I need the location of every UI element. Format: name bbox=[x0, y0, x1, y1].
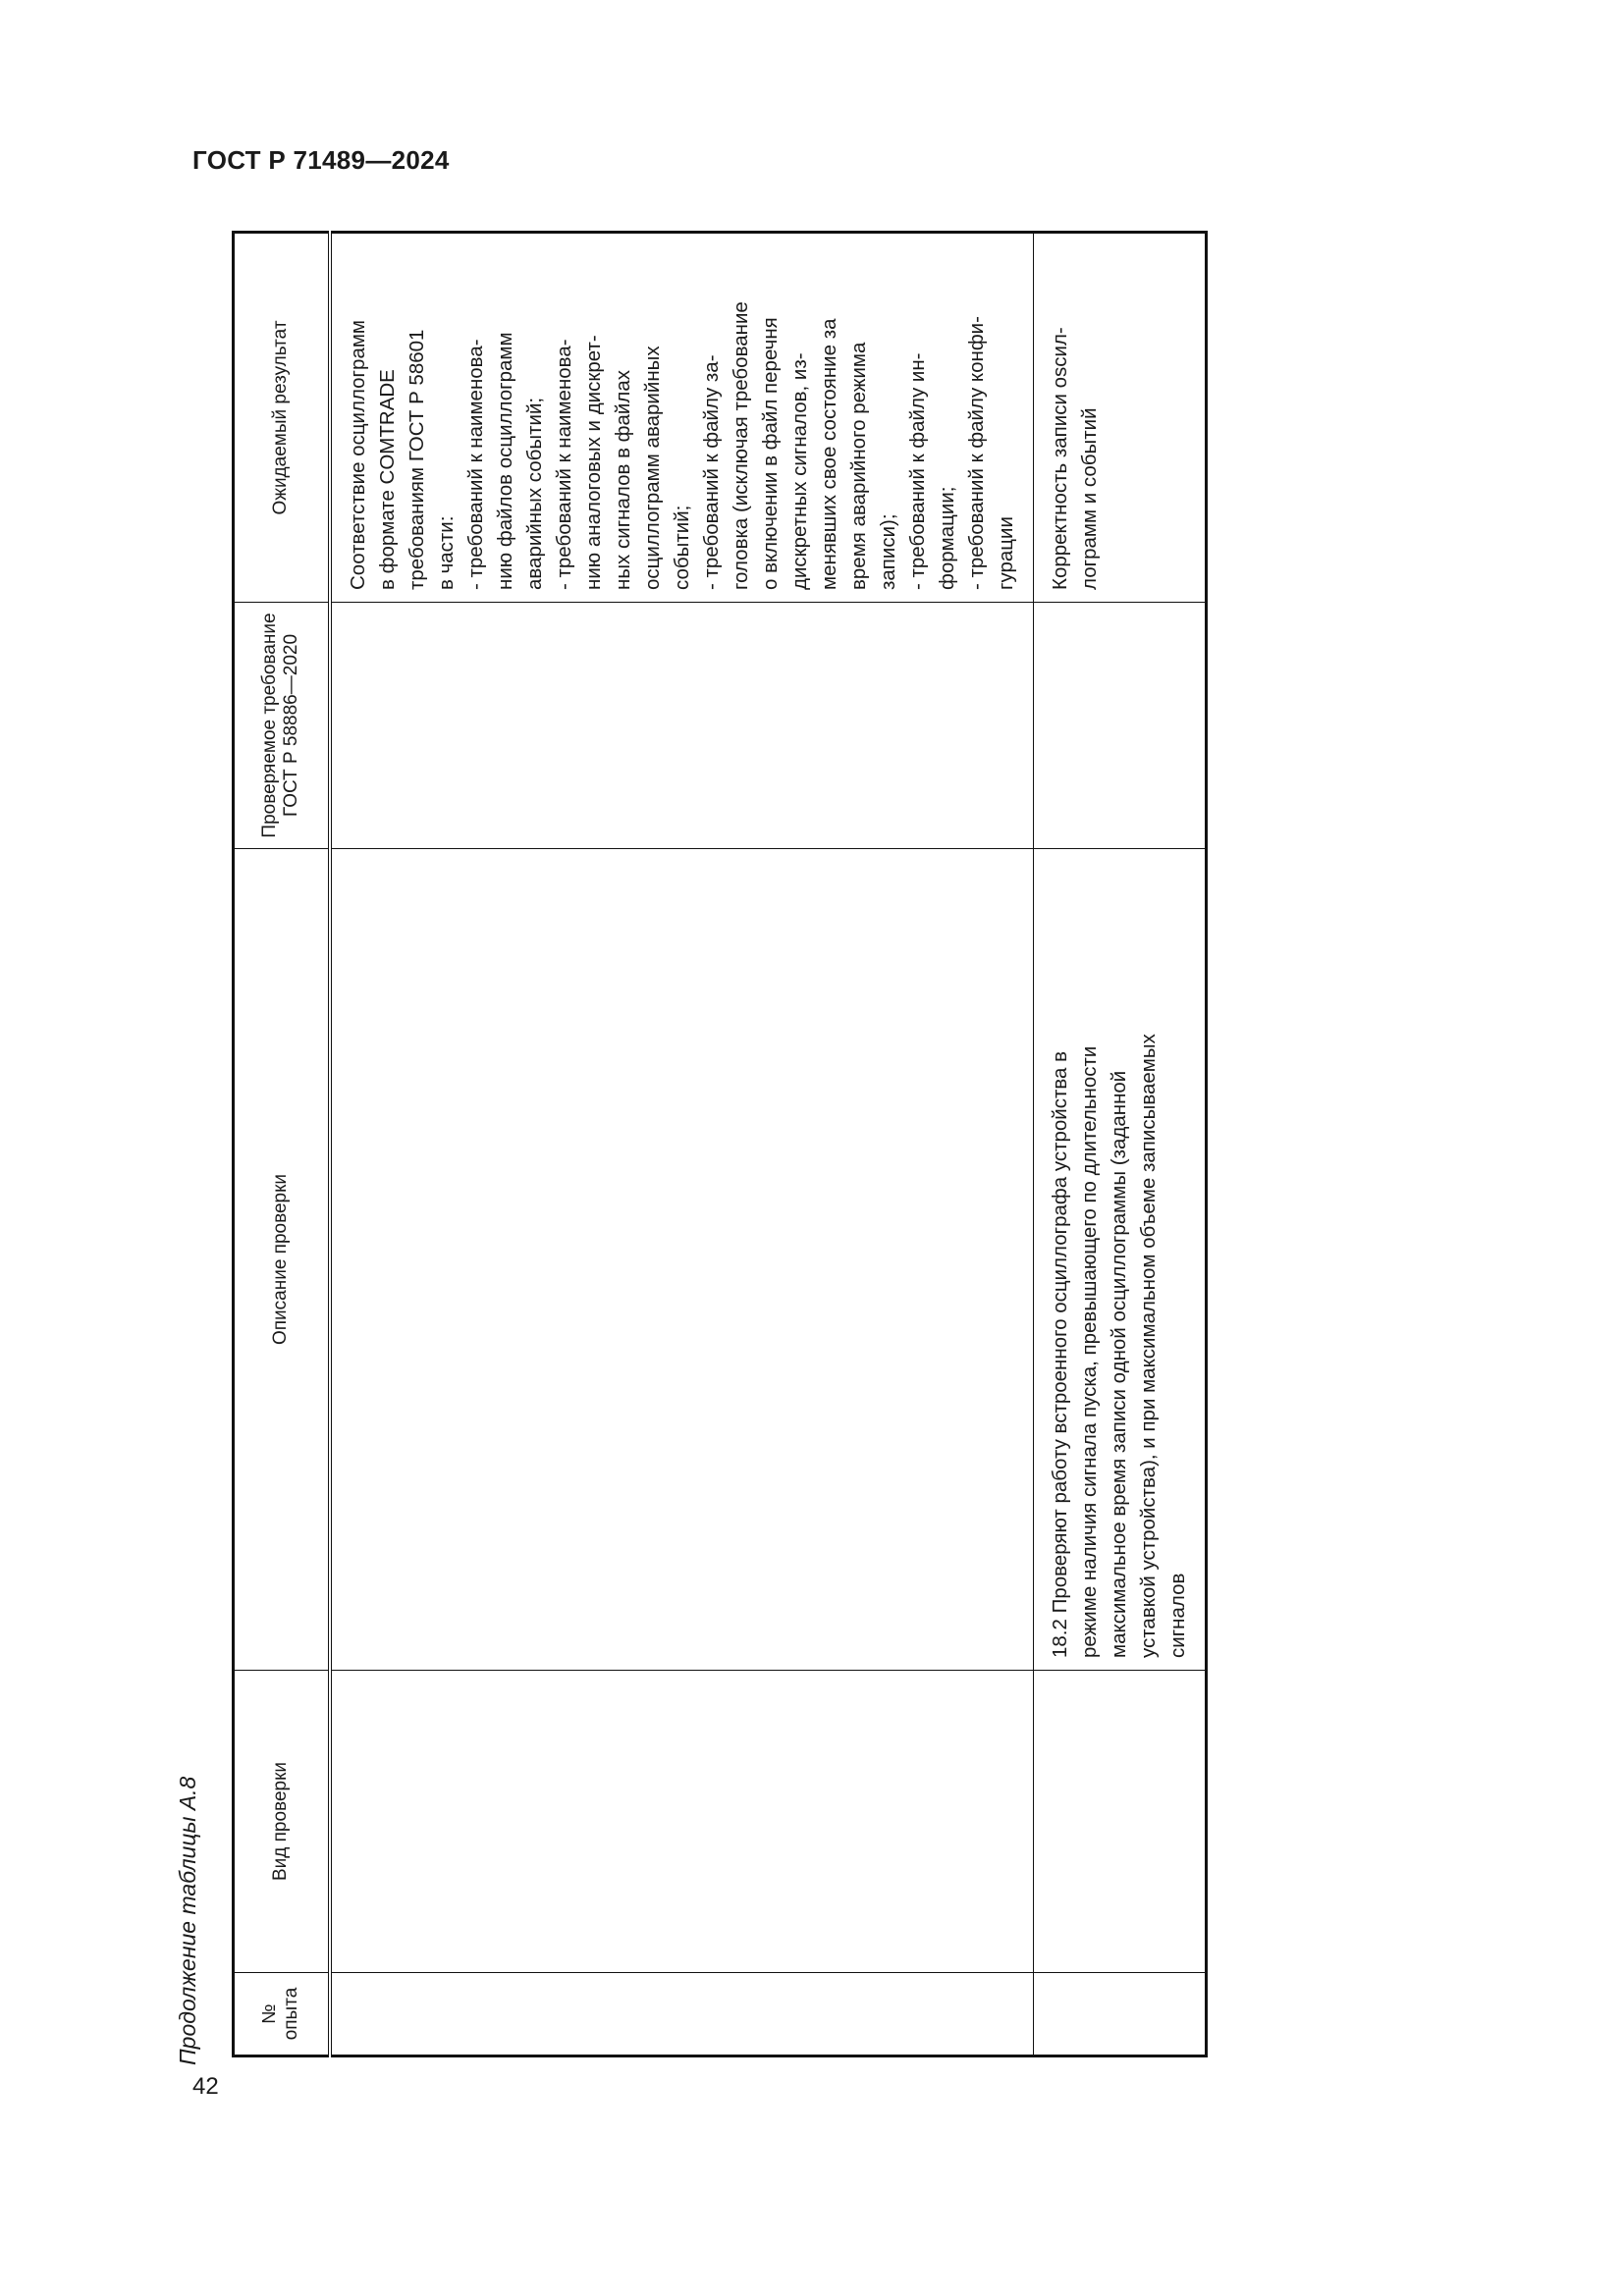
result-line: - требований к файлу ин- bbox=[905, 352, 929, 590]
result-line: - требований к файлу за- bbox=[699, 354, 723, 590]
cell-test-number bbox=[1033, 1973, 1206, 2056]
cell-expected-result bbox=[330, 233, 1034, 603]
result-line: нию аналоговых и дискрет- bbox=[581, 335, 605, 590]
result-line: ных сигналов в файлах bbox=[611, 370, 634, 590]
header-expected-result: Ожидаемый результат bbox=[234, 233, 330, 603]
table-header-row bbox=[234, 233, 330, 2056]
result-line: Соответствие осциллограмм bbox=[346, 319, 369, 590]
cell-test-number bbox=[330, 1973, 1034, 2056]
header-check-description: Описание проверки bbox=[234, 849, 330, 1671]
test-table bbox=[232, 231, 1208, 2057]
table-row bbox=[1033, 233, 1206, 2056]
page-number: 42 bbox=[192, 2073, 219, 2100]
result-line: нию файлов осциллограмм bbox=[493, 332, 516, 590]
result-line: головка (исключая требование bbox=[729, 301, 752, 590]
description-line: уставкой устройства), и при максимальном объеме записываемых bbox=[1136, 1034, 1160, 1658]
result-line: осциллограмм аварийных bbox=[640, 346, 664, 590]
header-requirement: Проверяемое требование ГОСТ Р 58886—2020 bbox=[234, 603, 330, 849]
result-line: записи); bbox=[876, 513, 899, 590]
cell-check-type bbox=[330, 1671, 1034, 1973]
test-table-container bbox=[232, 234, 1189, 2057]
description-line: сигналов bbox=[1165, 1573, 1189, 1658]
cell-requirement bbox=[1033, 603, 1206, 849]
description-line: максимальное время записи одной осциллограммы (заданной bbox=[1107, 1070, 1130, 1658]
result-line: формации; bbox=[935, 486, 958, 590]
document-header: ГОСТ Р 71489—2024 bbox=[192, 145, 450, 175]
result-line: время аварийного режима bbox=[846, 342, 870, 590]
result-line: Корректность записи оscил- bbox=[1048, 327, 1071, 590]
result-line: дискретных сигналов, из- bbox=[787, 352, 811, 590]
result-line: - требований к наименова- bbox=[463, 339, 487, 590]
cell-check-description bbox=[330, 849, 1034, 1671]
cell-check-type bbox=[1033, 1671, 1206, 1973]
header-check-type: Вид проверки bbox=[234, 1671, 330, 1973]
result-line: гурации bbox=[994, 516, 1017, 590]
cell-requirement bbox=[330, 603, 1034, 849]
result-line: событий; bbox=[670, 505, 693, 590]
result-line: требованиям ГОСТ Р 58601 bbox=[405, 329, 428, 590]
result-line: в части: bbox=[434, 515, 458, 590]
result-line: лограмм и событий bbox=[1077, 407, 1101, 590]
result-line: о включении в файл перечня bbox=[758, 317, 782, 590]
cell-check-description bbox=[1033, 849, 1206, 1671]
result-line: менявших свое состояние за bbox=[817, 318, 840, 590]
result-line: аварийных событий; bbox=[522, 397, 546, 590]
header-test-number: № опыта bbox=[234, 1973, 330, 2056]
table-caption: Продолжение таблицы А.8 bbox=[175, 1776, 200, 2065]
result-line: - требований к файлу конфи- bbox=[964, 316, 988, 590]
table-row bbox=[330, 233, 1034, 2056]
result-line: в формате COMTRADE bbox=[375, 369, 399, 590]
result-line: - требований к наименова- bbox=[552, 339, 575, 590]
cell-expected-result bbox=[1033, 233, 1206, 603]
description-line: режиме наличия сигнала пуска, превышающего по длительности bbox=[1077, 1045, 1101, 1658]
description-line: 18.2 Проверяют работу встроенного осциллографа устройства в bbox=[1048, 1050, 1071, 1658]
